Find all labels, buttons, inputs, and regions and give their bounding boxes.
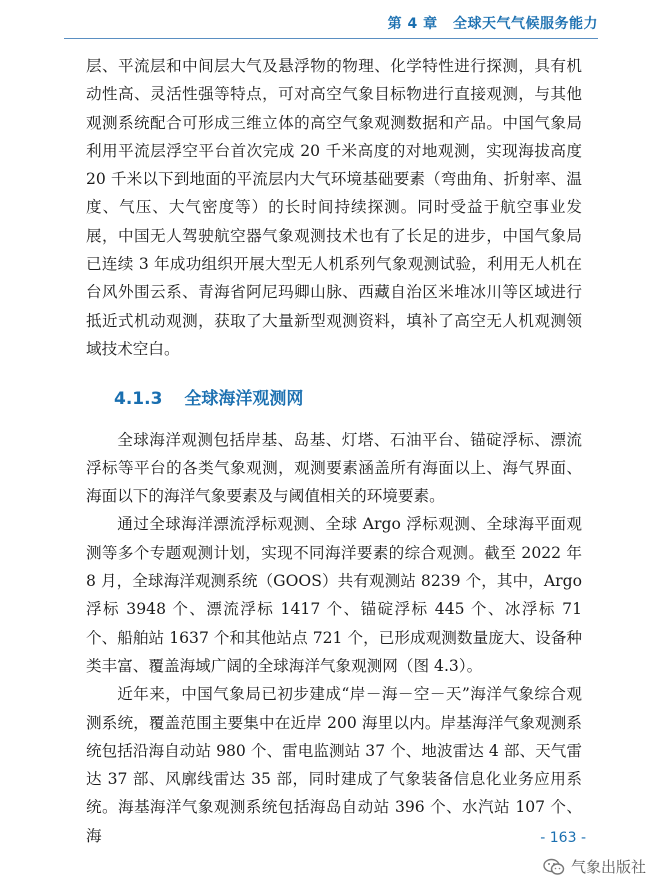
paragraph-4: 近年来，中国气象局已初步建成“岸－海－空－天”海洋气象综合观测系统，覆盖范围主要集中在近岸 200 海里以内。岸基海洋气象观测系统包括沿海自动站 980 个、雷电监测站 37 个、地波雷达 4 部、天气雷达 37 部、风廓线雷达 35 部，同时建成了气象装备信息化业务应用系统。海基海洋气象观测系统包括海岛自动站 396 个、水汽站 107 个、海 (86, 685, 582, 845)
wechat-icon (543, 858, 565, 876)
page-body (86, 52, 582, 850)
section-heading (114, 385, 582, 413)
paragraph-1: 层、平流层和中间层大气及悬浮物的物理、化学特性进行探测，具有机动性高、灵活性强等特点，可对高空气象目标物进行直接观测，与其他观测系统配合可形成三维立体的高空气象观测数据和产品。中国气象局利用平流层浮空平台首次完成 20 千米高度的对地观测，实现海拔高度 20 千米以下到地面的平流层内大气环境基础要素（弯曲角、折射率、温度、气压、大气密度等）的长时间持续探测。同时受益于航空事业发展，中国无人驾驶航空器气象观测技术也有了长足的进步，中国气象局已连续 3 年成功组织开展大型无人机系列气象观测试验，利用无人机在台风外围云系、青海省阿尼玛卿山脉、西藏自治区米堆冰川等区域进行抵近式机动观测，获取了大量新型观测资料，填补了高空无人机观测领域技术空白。 (86, 57, 582, 358)
section-title: 全球海洋观测网 (184, 389, 304, 410)
page-number: - 163 - (540, 830, 586, 846)
chapter-title: 全球天气气候服务能力 (453, 16, 598, 32)
header-rule (64, 38, 598, 39)
paragraph-3: 通过全球海洋漂流浮标观测、全球 Argo 浮标观测、全球海平面观测等多个专题观测计划，实现不同海洋要素的综合观测。截至 2022 年 8 月，全球海洋观测系统（GOOS）共有观测站 8239 个，其中，Argo 浮标 3948 个、漂流浮标 1417 个、锚碇浮标 445 个、冰浮标 71 个、船舶站 1637 个和其他站点 721 个，已形成观测数量庞大、设备种类丰富、覆盖海域广阔的全球海洋气象观测网（图 4.3）。 (86, 515, 582, 675)
running-header (388, 13, 598, 33)
section-number: 4.1.3 (114, 389, 163, 410)
watermark-text: 气象出版社 (570, 858, 646, 876)
chapter-number: 第 4 章 (387, 16, 438, 32)
watermark (543, 856, 646, 877)
paragraph-2: 全球海洋观测包括岸基、岛基、灯塔、石油平台、锚碇浮标、漂流浮标等平台的各类气象观测，观测要素涵盖所有海面以上、海气界面、海面以下的海洋气象要素及与阈值相关的环境要素。 (86, 430, 582, 506)
